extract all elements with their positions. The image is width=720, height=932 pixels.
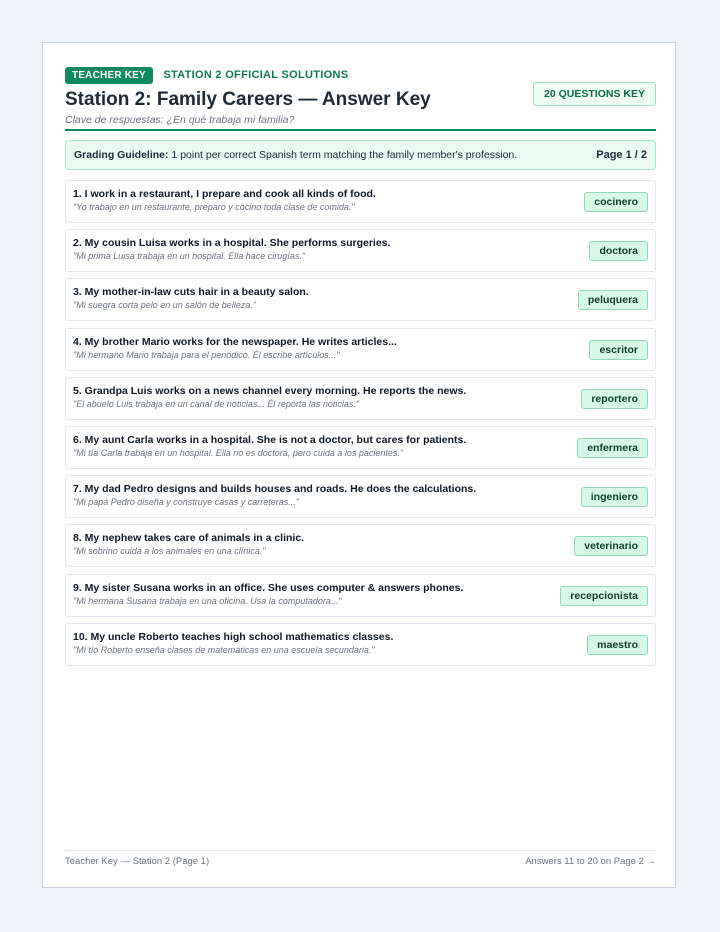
guideline-text bbox=[74, 149, 517, 161]
question-row bbox=[65, 229, 656, 272]
question-row bbox=[65, 475, 656, 518]
question-row bbox=[65, 377, 656, 420]
question-spanish: "Mi sobrino cuida a los animales en una clínica." bbox=[73, 546, 266, 557]
question-spanish: "Mi tía Carla trabaja en un hospital. Ella no es doctora, pero cuida a los pacientes." bbox=[73, 447, 404, 458]
answer-badge: ingeniero bbox=[581, 487, 648, 507]
answer-badge: veterinario bbox=[574, 536, 648, 556]
answer-badge: peluquera bbox=[578, 290, 648, 310]
questions-count-badge: 20 QUESTIONS KEY bbox=[533, 82, 656, 106]
question-english: 2. My cousin Luisa works in a hospital. She performs surgeries. bbox=[73, 237, 391, 250]
question-english: 8. My nephew takes care of animals in a clinic. bbox=[73, 532, 305, 545]
answer-key-page bbox=[42, 42, 676, 888]
page-subtitle: Clave de respuestas: ¿En qué trabaja mi familia? bbox=[65, 114, 295, 126]
grading-guideline bbox=[65, 140, 656, 170]
header-divider bbox=[65, 129, 656, 131]
question-english: 4. My brother Mario works for the newspaper. He writes articles... bbox=[73, 335, 397, 348]
question-english: 1. I work in a restaurant, I prepare and cook all kinds of food. bbox=[73, 188, 376, 200]
question-spanish: "Mi prima Luisa trabaja en un hospital. Ella hace cirugías." bbox=[73, 251, 306, 262]
question-spanish: "El abuelo Luis trabaja en un canal de noticias... Él reporta las noticias." bbox=[73, 398, 360, 409]
question-spanish: "Mi suegra corta pelo en un salón de belleza." bbox=[73, 300, 257, 311]
question-row bbox=[65, 180, 656, 223]
page-header bbox=[65, 65, 656, 126]
question-spanish: "Yo trabajo en un restaurante, preparo y cocino toda clase de comida." bbox=[73, 202, 355, 212]
footer-left: Teacher Key — Station 2 (Page 1) bbox=[65, 856, 210, 867]
guideline-body: 1 point per correct Spanish term matching the family member's profession. bbox=[168, 149, 518, 161]
page-number: Page 1 / 2 bbox=[596, 149, 647, 161]
answer-badge: escritor bbox=[589, 340, 648, 360]
guideline-label: Grading Guideline: bbox=[74, 149, 169, 161]
question-spanish: "Mi hermano Mario trabaja para el periódico. Él escribe artículos..." bbox=[73, 349, 340, 360]
question-row bbox=[65, 623, 656, 666]
answer-badge: maestro bbox=[587, 635, 648, 655]
question-english: 6. My aunt Carla works in a hospital. She is not a doctor, but cares for patients. bbox=[73, 433, 467, 446]
page-footer bbox=[65, 850, 656, 867]
answer-badge: reportero bbox=[581, 389, 648, 409]
answer-badge: recepcionista bbox=[560, 586, 648, 606]
answer-badge: enfermera bbox=[577, 438, 648, 458]
answer-badge: doctora bbox=[589, 241, 648, 261]
station-tag: STATION 2 OFFICIAL SOLUTIONS bbox=[163, 69, 349, 81]
question-row bbox=[65, 574, 656, 617]
question-spanish: "Mi tío Roberto enseña clases de matemáticas en una escuela secundaria." bbox=[73, 644, 375, 655]
teacher-key-pill: TEACHER KEY bbox=[65, 67, 153, 84]
question-row bbox=[65, 278, 656, 321]
page-title: Station 2: Family Careers — Answer Key bbox=[65, 89, 431, 110]
question-english: 3. My mother-in-law cuts hair in a beauty salon. bbox=[73, 286, 309, 299]
question-english: 9. My sister Susana works in an office. She uses computer & answers phones. bbox=[73, 581, 464, 594]
question-spanish: "Mi papá Pedro diseña y construye casas y carreteras..." bbox=[73, 497, 299, 508]
answer-badge: cocinero bbox=[584, 192, 648, 212]
question-row bbox=[65, 328, 656, 371]
question-row bbox=[65, 524, 656, 567]
question-list bbox=[65, 180, 656, 672]
question-spanish: "Mi hermana Susana trabaja en una oficina. Usa la computadora..." bbox=[73, 595, 342, 606]
question-english: 5. Grandpa Luis works on a news channel every morning. He reports the news. bbox=[73, 384, 467, 397]
question-english: 10. My uncle Roberto teaches high school mathematics classes. bbox=[73, 630, 394, 643]
question-row bbox=[65, 426, 656, 469]
footer-right: Answers 11 to 20 on Page 2 → bbox=[525, 856, 656, 867]
question-english: 7. My dad Pedro designs and builds houses and roads. He does the calculations. bbox=[73, 483, 477, 496]
